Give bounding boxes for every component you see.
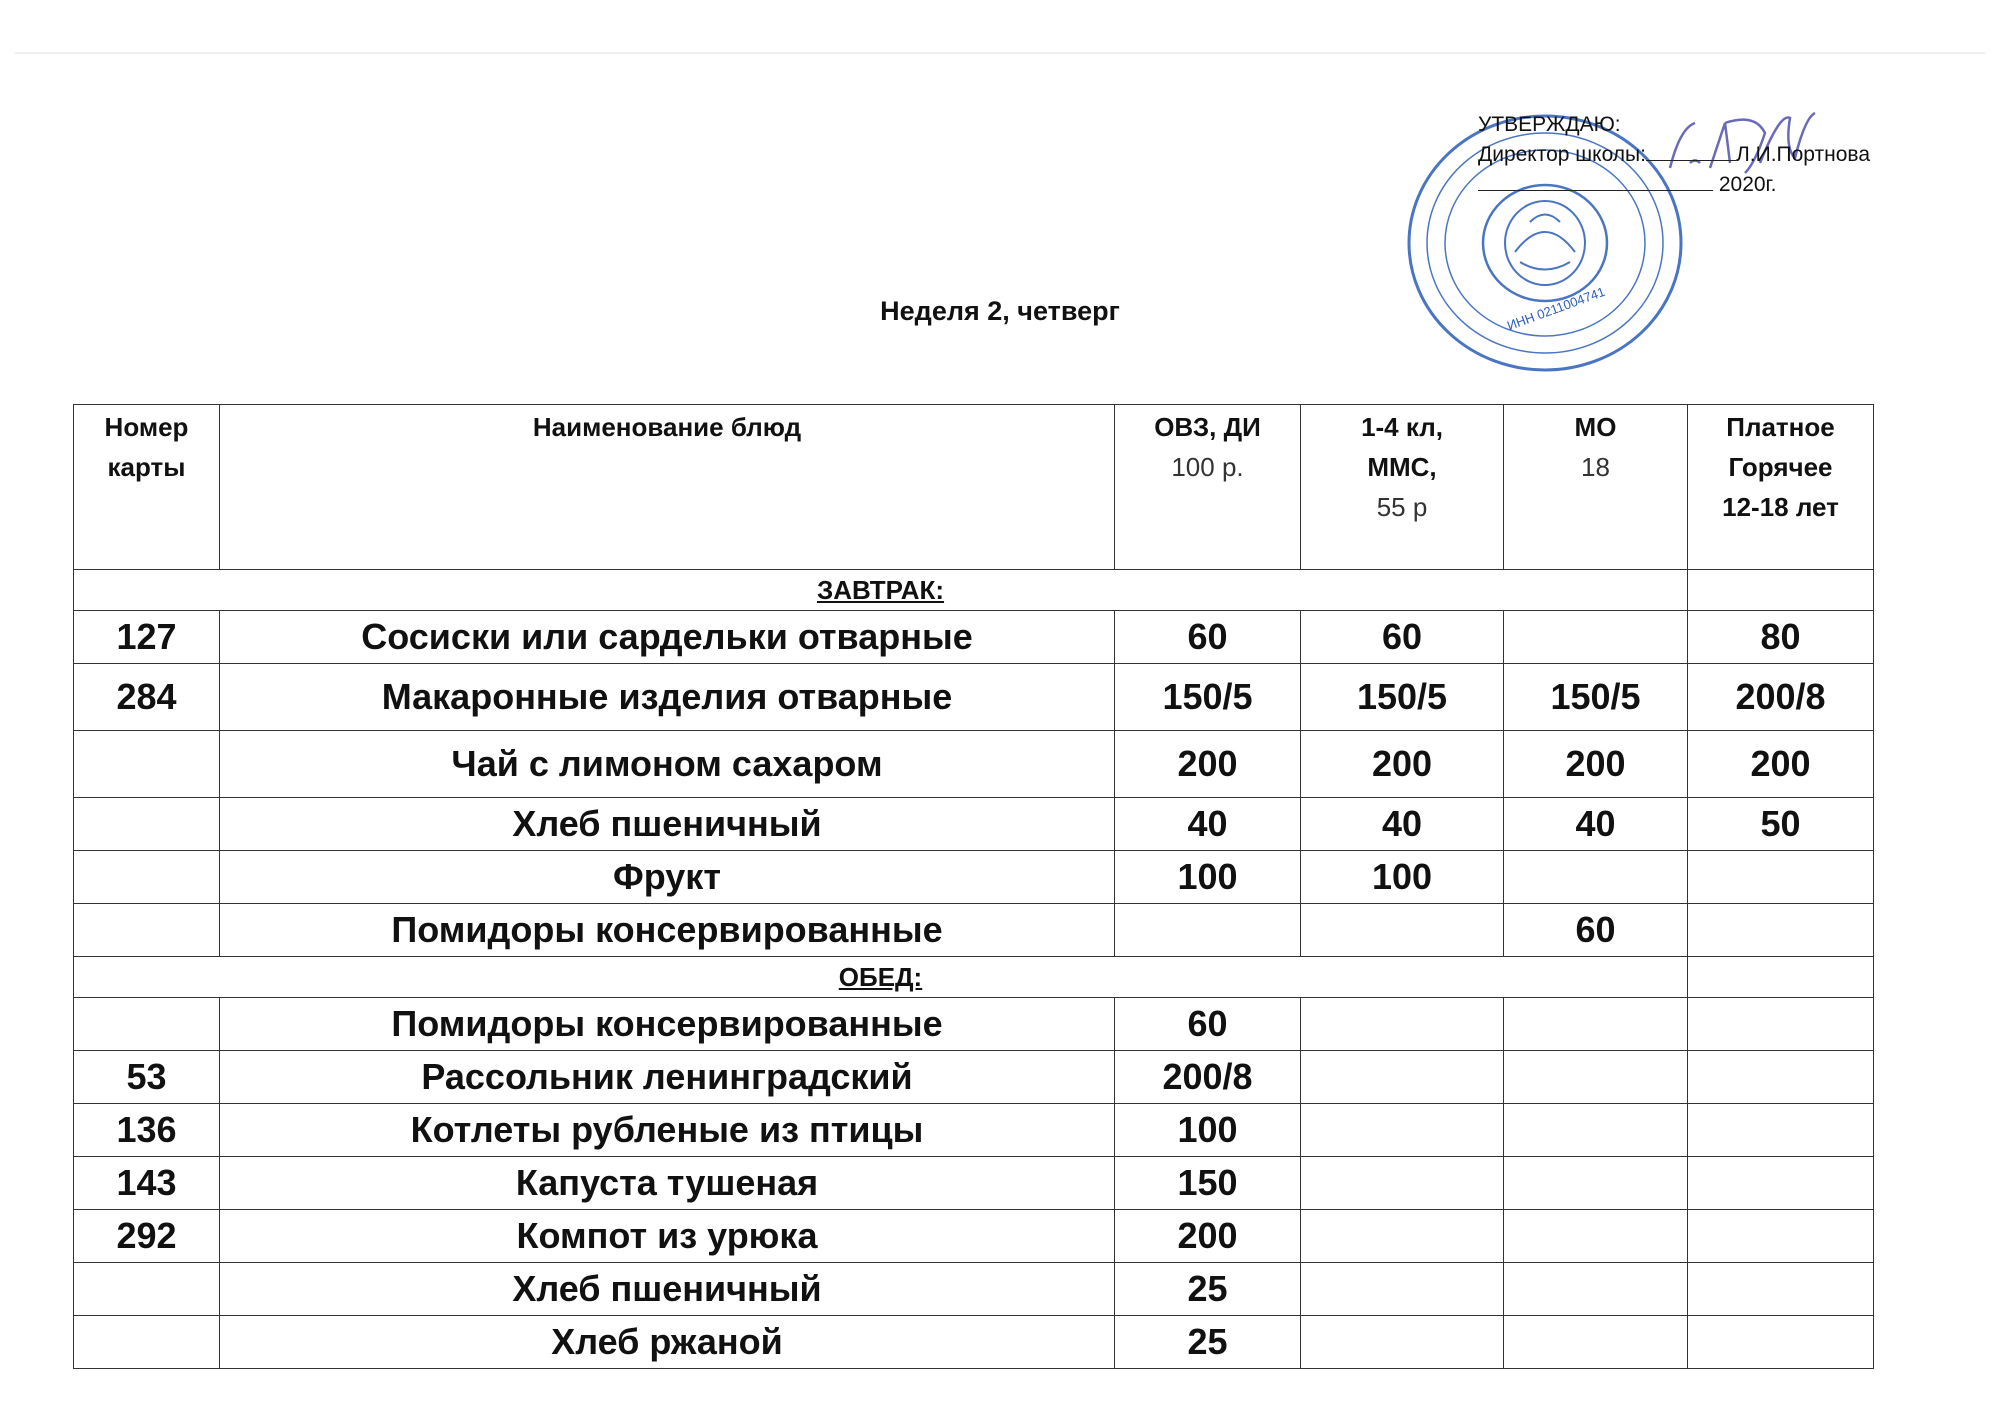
cell-c3 (1504, 1316, 1688, 1369)
table-row (74, 611, 1874, 664)
menu-table (73, 404, 1874, 1369)
cell-c1: 100 (1115, 1104, 1301, 1157)
table-row (74, 904, 1874, 957)
cell-num: 143 (74, 1157, 220, 1210)
cell-c3 (1504, 1104, 1688, 1157)
cell-name: Капуста тушеная (220, 1157, 1115, 1210)
cell-num: 284 (74, 664, 220, 731)
scan-edge (15, 52, 1985, 54)
cell-c2 (1301, 998, 1504, 1051)
cell-c3 (1504, 1051, 1688, 1104)
header-row (74, 405, 1874, 570)
table-row (74, 1157, 1874, 1210)
cell-c2: 100 (1301, 851, 1504, 904)
cell-c4 (1688, 1263, 1874, 1316)
cell-num (74, 1263, 220, 1316)
cell-c1: 25 (1115, 1316, 1301, 1369)
page-title: Неделя 2, четверг (880, 296, 1120, 326)
cell-c4: 80 (1688, 611, 1874, 664)
approval-role: Директор школы: (1478, 143, 1646, 166)
cell-c2 (1301, 1316, 1504, 1369)
cell-c1: 150/5 (1115, 664, 1301, 731)
cell-c1 (1115, 904, 1301, 957)
cell-c4: 200/8 (1688, 664, 1874, 731)
header-card-number: Номер карты (74, 405, 220, 570)
cell-num: 53 (74, 1051, 220, 1104)
cell-c3 (1504, 998, 1688, 1051)
cell-num: 136 (74, 1104, 220, 1157)
approval-heading: УТВЕРЖДАЮ: (1478, 113, 1621, 136)
cell-c4 (1688, 1210, 1874, 1263)
section-row-lunch (74, 957, 1874, 998)
table-row (74, 664, 1874, 731)
cell-c4: 50 (1688, 798, 1874, 851)
cell-c4 (1688, 851, 1874, 904)
svg-text:ИНН 0211004741: ИНН 0211004741 (1505, 283, 1608, 334)
cell-num (74, 798, 220, 851)
cell-name: Котлеты рубленые из птицы (220, 1104, 1115, 1157)
cell-c3 (1504, 1157, 1688, 1210)
header-grades-1-4: 1-4 кл, ММС, 55 р (1301, 405, 1504, 570)
cell-name: Рассольник ленинградский (220, 1051, 1115, 1104)
cell-c2: 40 (1301, 798, 1504, 851)
cell-c2: 150/5 (1301, 664, 1504, 731)
cell-c3 (1504, 1263, 1688, 1316)
director-name: Л.И.Портнова (1735, 143, 1871, 166)
table-row (74, 1263, 1874, 1316)
cell-c4 (1688, 998, 1874, 1051)
cell-name: Сосиски или сардельки отварные (220, 611, 1115, 664)
cell-name: Помидоры консервированные (220, 998, 1115, 1051)
cell-num: 127 (74, 611, 220, 664)
cell-name: Хлеб пшеничный (220, 1263, 1115, 1316)
table-row (74, 998, 1874, 1051)
cell-num (74, 1316, 220, 1369)
cell-name: Макаронные изделия отварные (220, 664, 1115, 731)
cell-c2 (1301, 1210, 1504, 1263)
cell-c2: 60 (1301, 611, 1504, 664)
cell-c2 (1301, 1051, 1504, 1104)
cell-c2 (1301, 1263, 1504, 1316)
cell-c2 (1301, 904, 1504, 957)
table-row (74, 1051, 1874, 1104)
cell-num (74, 851, 220, 904)
cell-c1: 200/8 (1115, 1051, 1301, 1104)
table-row (74, 1316, 1874, 1369)
section-title: ЗАВТРАК: (816, 574, 945, 605)
cell-c1: 25 (1115, 1263, 1301, 1316)
table-row (74, 1104, 1874, 1157)
cell-name: Хлеб пшеничный (220, 798, 1115, 851)
header-mo: МО 18 (1504, 405, 1688, 570)
cell-c1: 60 (1115, 611, 1301, 664)
signature-line (1646, 142, 1736, 161)
cell-num (74, 904, 220, 957)
header-paid: Платное Горячее 12-18 лет (1688, 405, 1874, 570)
cell-c3: 200 (1504, 731, 1688, 798)
cell-name: Помидоры консервированные (220, 904, 1115, 957)
table-row (74, 1210, 1874, 1263)
cell-c3 (1504, 1210, 1688, 1263)
cell-c3 (1504, 611, 1688, 664)
approval-block (1478, 110, 1870, 200)
section-row-breakfast (74, 570, 1874, 611)
table-row (74, 798, 1874, 851)
cell-c3: 60 (1504, 904, 1688, 957)
header-dish-name: Наименование блюд (220, 405, 1115, 570)
table-row (74, 731, 1874, 798)
cell-c4 (1688, 1316, 1874, 1369)
cell-c1: 60 (1115, 998, 1301, 1051)
cell-c2 (1301, 1157, 1504, 1210)
cell-name: Хлеб ржаной (220, 1316, 1115, 1369)
cell-name: Чай с лимоном сахаром (220, 731, 1115, 798)
cell-num: 292 (74, 1210, 220, 1263)
cell-num (74, 998, 220, 1051)
date-line (1478, 172, 1713, 191)
cell-c2 (1301, 1104, 1504, 1157)
cell-num (74, 731, 220, 798)
cell-c4 (1688, 1104, 1874, 1157)
cell-c3: 40 (1504, 798, 1688, 851)
cell-name: Фрукт (220, 851, 1115, 904)
table-row (74, 851, 1874, 904)
cell-c1: 100 (1115, 851, 1301, 904)
cell-c4: 200 (1688, 731, 1874, 798)
cell-c1: 200 (1115, 1210, 1301, 1263)
cell-c1: 40 (1115, 798, 1301, 851)
cell-name: Компот из урюка (220, 1210, 1115, 1263)
header-ovz: ОВЗ, ДИ 100 р. (1115, 405, 1301, 570)
cell-c3 (1504, 851, 1688, 904)
section-title: ОБЕД: (838, 961, 923, 992)
cell-c4 (1688, 904, 1874, 957)
cell-c2: 200 (1301, 731, 1504, 798)
cell-c3: 150/5 (1504, 664, 1688, 731)
cell-c4 (1688, 1157, 1874, 1210)
cell-c1: 150 (1115, 1157, 1301, 1210)
cell-c4 (1688, 1051, 1874, 1104)
approval-year: 2020г. (1718, 173, 1777, 196)
cell-c1: 200 (1115, 731, 1301, 798)
